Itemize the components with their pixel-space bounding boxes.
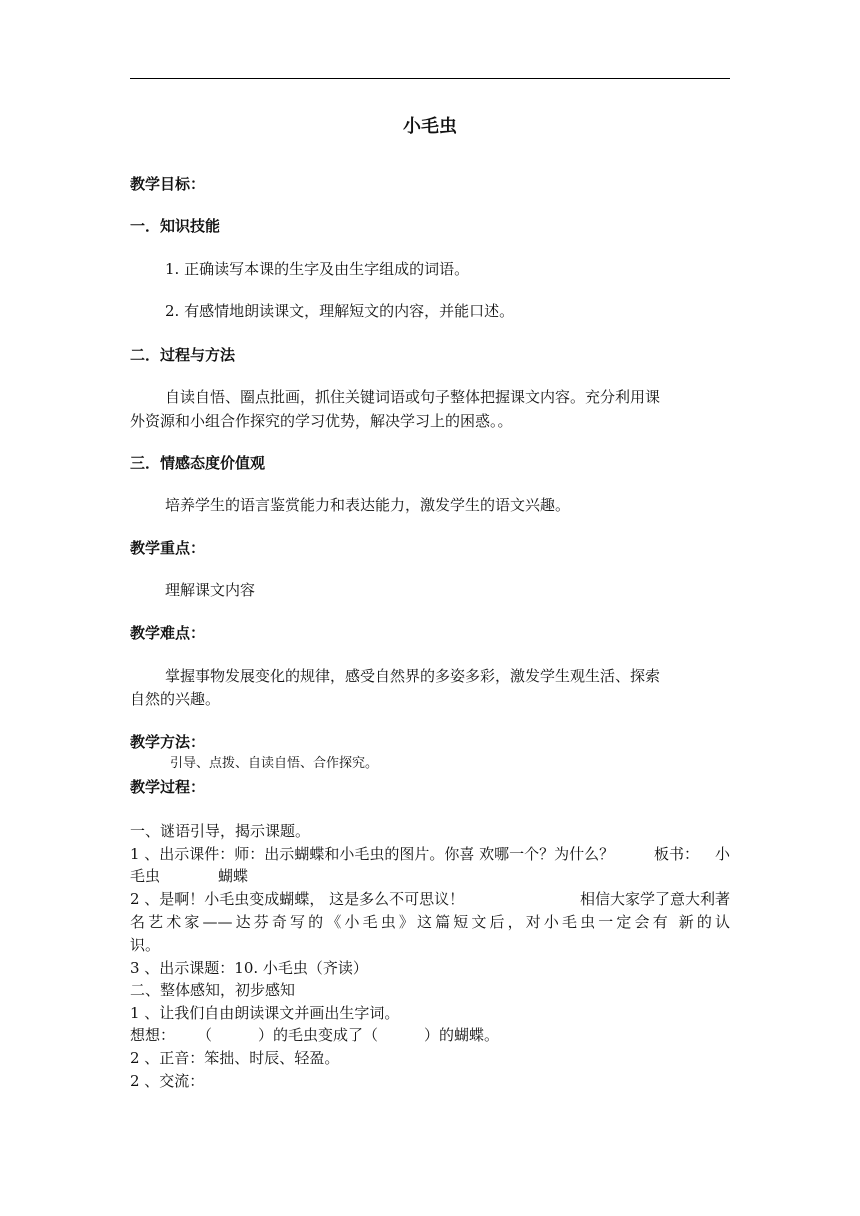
section-1-heading: 一．知识技能 [130,217,221,235]
method-heading: 教学方法： [130,733,206,751]
process-line-6: 识。 [130,936,161,954]
section-1-item-1: 1. 正确读写本课的生字及由生字组成的词语。 [165,260,470,278]
difficulty-heading: 教学难点： [130,624,206,642]
blank-end-text: ）的蝴蝶。 [424,1026,500,1044]
process-line-9: 1 、让我们自由朗读课文并画出生字词。 [130,1004,400,1022]
think-label: 想想： [130,1026,176,1044]
section-2-line-2: 外资源和小组合作探究的学习优势，解决学习上的困惑。。 [130,412,513,430]
key-point-text: 理解课文内容 [165,581,256,599]
section-3-line-1: 培养学生的语言鉴赏能力和表达能力，激发学生的语文兴趣。 [165,496,571,514]
goals-heading: 教学目标： [130,175,206,193]
process-heading: 教学过程： [130,778,206,796]
blank-middle-text: ）的毛虫变成了（ [258,1026,379,1044]
header-rule [130,78,730,79]
section-1-item-2: 2. 有感情地朗读课文，理解短文的内容，并能口述。 [165,302,515,320]
process-line-2-text: 1 、出示课件：师：出示蝴蝶和小毛虫的图片。你喜 欢哪一个？为什么？ [130,845,615,863]
difficulty-line-2: 自然的兴趣。 [130,690,221,708]
section-2-line-1: 自读自悟、圈点批画，抓住关键词语或句子整体把握课文内容。充分利用课 [165,388,661,406]
process-line-3 [130,866,248,886]
process-line-5: 名艺术家——达芬奇写的《小毛虫》这篇短文后，对小毛虫一定会有 新的认 [130,913,730,931]
process-line-8: 二、整体感知，初步感知 [130,981,296,999]
method-text: 引导、点拨、自读自悟、合作探究。 [170,756,379,771]
key-point-heading: 教学重点： [130,539,206,557]
section-2-heading: 二．过程与方法 [130,346,236,364]
process-line-2 [130,844,730,864]
process-line-10 [130,1025,499,1045]
process-line-12: 2 、交流： [130,1072,205,1090]
board-word-3: 蝴蝶 [218,867,249,885]
process-line-1: 一、谜语引导，揭示课题。 [130,822,311,840]
page-title: 小毛虫 [403,116,457,137]
blank-open-1: （ [197,1026,213,1044]
process-line-7: 3 、出示课题：10. 小毛虫（齐读） [130,959,368,977]
board-word-1: 小 [714,845,730,863]
difficulty-line-1: 掌握事物发展变化的规律，感受自然界的多姿多彩，激发学生观生活、探索 [165,667,661,685]
board-label: 板书： [654,845,700,863]
process-line-4 [130,889,730,909]
process-line-11: 2 、正音：笨拙、时辰、轻盈。 [130,1049,340,1067]
process-line-4-part-1: 2 、是啊！小毛虫变成蝴蝶， 这是多么不可思议！ [130,890,465,908]
board-word-2: 毛虫 [130,867,161,885]
process-line-4-part-2: 相信大家学了意大利著 [579,890,730,908]
section-3-heading: 三．情感态度价值观 [130,454,266,472]
